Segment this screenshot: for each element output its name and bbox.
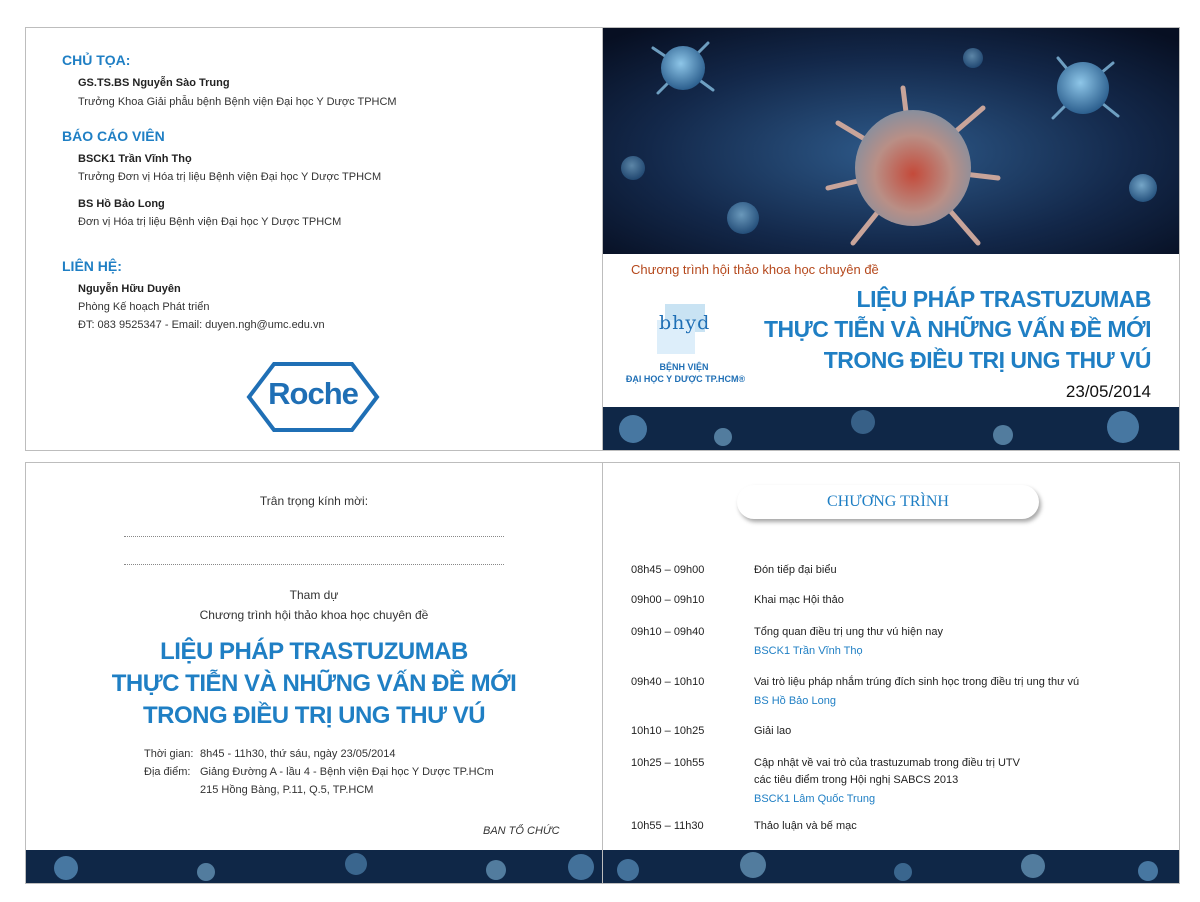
program-time: 10h55 – 11h30 [631, 820, 704, 832]
virus-strip-program [603, 850, 1179, 884]
program-title: Khai mạc Hội thảo [754, 594, 844, 606]
cover-title-line1: LIỆU PHÁP TRASTUZUMAB [856, 286, 1151, 312]
program-title: Cập nhật về vai trò của trastuzumab trong điều trị UTV [754, 757, 1020, 769]
invite-title-line2: THỰC TIỄN VÀ NHỮNG VẤN ĐỀ MỚI [111, 670, 517, 697]
cover-title-line2: THỰC TIỄN VÀ NHỮNG VẤN ĐỀ MỚI [763, 316, 1151, 342]
name-line-1 [124, 536, 504, 537]
place-label: Địa điểm: [144, 766, 191, 778]
time-label: Thời gian: [144, 748, 194, 760]
program-speaker: BSCK1 Trần Vĩnh Thọ [754, 645, 863, 657]
contacts-panel [25, 27, 603, 451]
organizer: BAN TỔ CHỨC [483, 825, 560, 837]
program-time: 09h10 – 09h40 [631, 626, 705, 638]
virus-strip-invite [26, 850, 602, 884]
invite-title-line1: LIỆU PHÁP TRASTUZUMAB [160, 638, 468, 665]
invitation-panel [25, 462, 603, 884]
virus-banner-top [603, 28, 1179, 254]
hospital-name-line2: ĐẠI HỌC Y DƯỢC TP.HCM® [625, 374, 746, 384]
hospital-logo [651, 302, 711, 358]
invite-subtitle: Chương trình hội thảo khoa học chuyên đề [199, 608, 429, 622]
program-heading: CHƯƠNG TRÌNH [827, 493, 949, 510]
program-time: 08h45 – 09h00 [631, 564, 705, 576]
hospital-name-line1: BỆNH VIỆN [659, 362, 709, 372]
cover-panel [602, 27, 1180, 451]
speaker2-role: Đơn vị Hóa trị liệu Bệnh viện Đại học Y Dược TPHCM [78, 216, 342, 228]
greeting: Trân trọng kính mời: [259, 494, 369, 508]
hospital-logo-text: bhyd [659, 312, 711, 334]
contact-phone-email: ĐT: 083 9525347 - Email: duyen.ngh@umc.edu.vn [78, 319, 325, 331]
program-heading-box [737, 485, 1039, 519]
program-time: 09h40 – 10h10 [631, 676, 705, 688]
program-speaker: BS Hồ Bảo Long [754, 695, 836, 707]
place-value-line2: 215 Hồng Bàng, P.11, Q.5, TP.HCM [200, 784, 374, 796]
program-time: 09h00 – 09h10 [631, 594, 705, 606]
program-title: Đón tiếp đại biểu [754, 564, 837, 576]
contact-dept: Phòng Kế hoạch Phát triển [78, 301, 210, 313]
cover-title-line3: TRONG ĐIỀU TRỊ UNG THƯ VÚ [823, 347, 1151, 373]
chair-heading: CHỦ TỌA: [62, 52, 131, 68]
program-speaker: BSCK1 Lâm Quốc Trung [754, 793, 876, 805]
speaker1-role: Trưởng Đơn vị Hóa trị liệu Bệnh viện Đại học Y Dược TPHCM [78, 171, 382, 183]
cover-subtitle: Chương trình hội thảo khoa học chuyên đề [631, 262, 879, 277]
attend-text: Tham dự [289, 588, 339, 602]
program-title: Tổng quan điều trị ung thư vú hiện nay [754, 626, 943, 638]
program-panel [602, 462, 1180, 884]
roche-logo-text: Roche [268, 376, 358, 411]
name-line-2 [124, 564, 504, 565]
roche-logo [246, 361, 380, 433]
cover-date: 23/05/2014 [1065, 382, 1151, 401]
program-title: Vai trò liệu pháp nhắm trúng đích sinh học trong điều trị ung thư vú [754, 676, 1080, 688]
speaker2-name: BS Hồ Bảo Long [78, 198, 165, 210]
chair-name: GS.TS.BS Nguyễn Sào Trung [78, 77, 230, 89]
program-time: 10h10 – 10h25 [631, 725, 705, 737]
program-title: Thảo luận và bế mạc [754, 820, 857, 832]
contact-name: Nguyễn Hữu Duyên [78, 283, 181, 295]
program-title-cont: các tiêu điểm trong Hội nghị SABCS 2013 [754, 774, 959, 786]
program-title: Giải lao [754, 725, 792, 737]
program-time: 10h25 – 10h55 [631, 757, 705, 769]
speakers-heading: BÁO CÁO VIÊN [62, 128, 165, 144]
invite-title-line3: TRONG ĐIỀU TRỊ UNG THƯ VÚ [142, 702, 486, 729]
virus-strip-cover [603, 407, 1179, 451]
time-value: 8h45 - 11h30, thứ sáu, ngày 23/05/2014 [200, 748, 396, 760]
chair-role: Trưởng Khoa Giải phẫu bệnh Bệnh viện Đại học Y Dược TPHCM [78, 96, 397, 108]
place-value-line1: Giảng Đường A - lầu 4 - Bệnh viện Đại học Y Dược TP.HCm [200, 766, 494, 778]
contact-heading: LIÊN HỆ: [62, 258, 122, 274]
speaker1-name: BSCK1 Trần Vĩnh Thọ [78, 153, 192, 165]
